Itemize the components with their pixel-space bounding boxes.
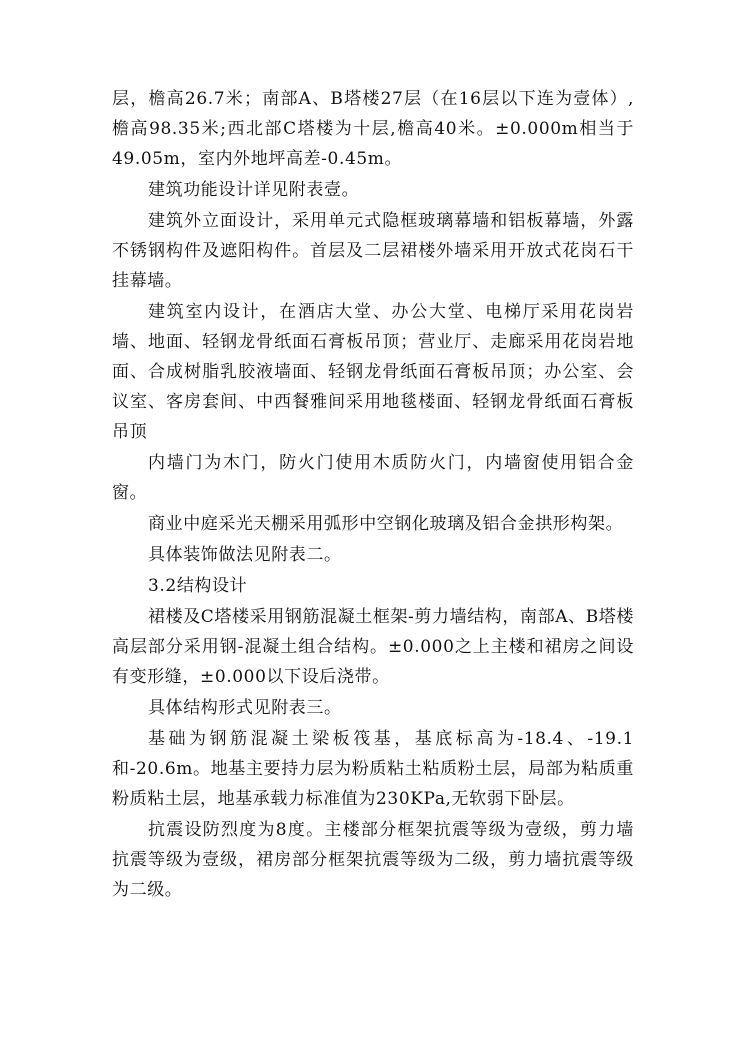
paragraph-structural-system: 裙楼及C塔楼采用钢筋混凝土框架-剪力墙结构，南部A、B塔楼高层部分采用钢-混凝土组合结构。±0.000之上主楼和裙房之间设有变形缝，±0.000以下设后浇带。 [112, 607, 634, 687]
paragraph-foundation: 基础为钢筋混凝土梁板筏基，基底标高为-18.4、-19.1和-20.6m。地基主要持力层为粉质粘土粘质粉土层，局部为粘质重粉质粘土层，地基承载力标准值为230KPa,无软弱下卧层。 [112, 729, 634, 809]
paragraph-interior-design: 建筑室内设计，在酒店大堂、办公大堂、电梯厅采用花岗岩墙、地面、轻钢龙骨纸面石膏板吊顶；营业厅、走廊采用花岗岩地面、合成树脂乳胶液墙面、轻钢龙骨纸面石膏板吊顶；办公室、会议室、客房套间、中西餐雅间采用地毯楼面、轻钢龙骨纸面石膏板吊顶 [112, 302, 634, 442]
paragraph-decoration-reference: 具体装饰做法见附表二。 [148, 545, 342, 565]
paragraph-atrium-skylight: 商业中庭采光天棚采用弧形中空钢化玻璃及铝合金拱形构架。 [148, 514, 624, 534]
paragraph-facade-design: 建筑外立面设计，采用单元式隐框玻璃幕墙和铝板幕墙，外露不锈钢构件及遮阳构件。首层及二层裙楼外墙采用开放式花岗石干挂幕墙。 [112, 211, 634, 291]
paragraph-function-design: 建筑功能设计详见附表壹。 [148, 180, 360, 200]
document-page [112, 84, 634, 906]
paragraph-structure-reference: 具体结构形式见附表三。 [148, 698, 342, 718]
paragraph-seismic: 抗震设防烈度为8度。主楼部分框架抗震等级为壹级，剪力墙抗震等级为壹级，裙房部分框架抗震等级为二级，剪力墙抗震等级为二级。 [112, 820, 634, 900]
paragraph-continued-building-heights: 层，檐高26.7米；南部A、B塔楼27层（在16层以下连为壹体）,檐高98.35米;西北部C塔楼为十层,檐高40米。±0.000m相当于49.05m，室内外地坪高差-0.45m。 [112, 89, 634, 169]
section-heading-structural-design: 3.2结构设计 [148, 576, 248, 596]
paragraph-doors-windows: 内墙门为木门，防火门使用木质防火门，内墙窗使用铝合金窗。 [112, 453, 634, 503]
